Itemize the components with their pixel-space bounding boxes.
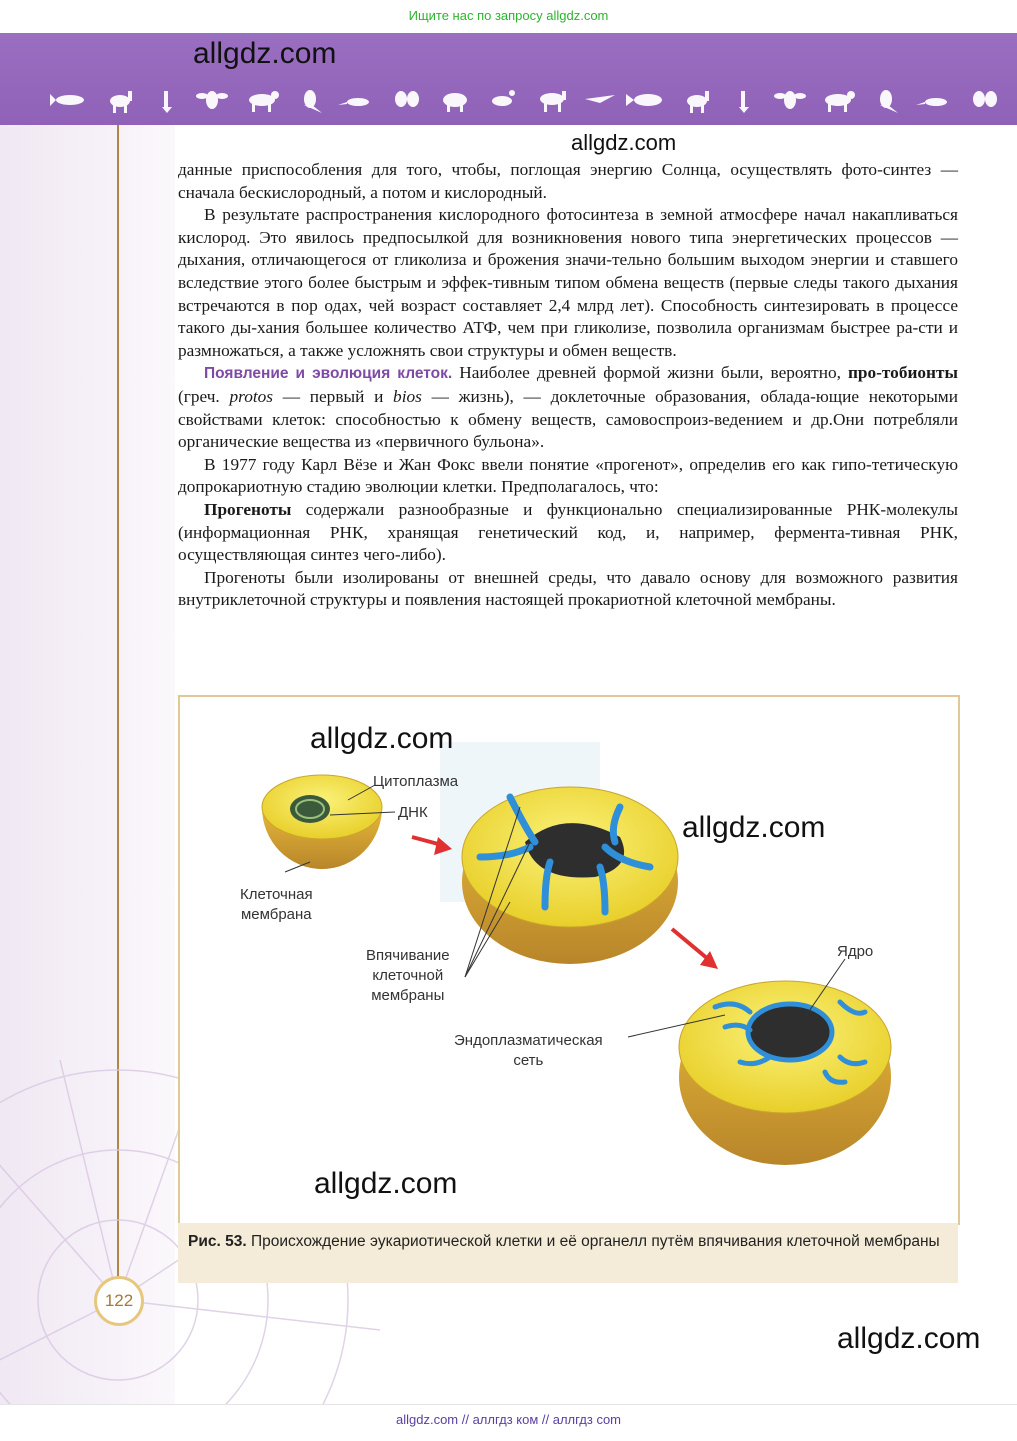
label-endoplasmic-reticulum: Эндоплазматическая сеть (454, 1032, 603, 1069)
label-cytoplasm: Цитоплазма (373, 773, 459, 790)
footer-links[interactable]: allgdz.com // аллгдз ком // аллгдз com (395, 1412, 622, 1427)
kangaroo-icon (880, 90, 898, 113)
watermark: allgdz.com (571, 130, 677, 155)
term: про-тобионты (847, 363, 958, 383)
section-heading: Появление и эволюция клеток. (204, 365, 453, 383)
paragraph: Прогеноты были изолированы от внешней среды, что давало основу для возможного развития внутриклеточной структуры и появления настоящей прокариотной клеточной мембраны. (178, 567, 958, 610)
watermark: allgdz.com (837, 1322, 981, 1355)
watermark: allgdz.com (310, 722, 454, 755)
mammal-icon (249, 91, 279, 112)
dinosaur-icon (110, 91, 132, 113)
label-invagination: Впячивание клеточной мембраны (366, 947, 450, 1004)
paragraph: Прогеноты содержали разнообразные и функционально специализированные РНК-молекулы (информационная РНК, хранящая генетический код, и, например, фермента-тивная РНК, осуществляющая синтез чего-либо). (178, 499, 958, 565)
whale-icon (626, 94, 662, 106)
lizard-icon (916, 98, 947, 106)
body-text (178, 159, 958, 612)
bird-icon (162, 91, 172, 113)
dna-icon (290, 795, 330, 823)
watermark: allgdz.com (314, 1167, 458, 1200)
fish-icon (50, 94, 84, 106)
paragraph: В результате распространения кислородного фотосинтеза в земной атмосфере начал накапливаться кислород. Это явилось предпосылкой для возникновения нового типа энергетических процессов — дыхания, отличающегося от гликолиза и брожения значи-тельно большим выходом энергии и ставшего вследствие этого более быстрым и эффек-тивным типом обмена веществ (первые следы такого дыхания встречаются в пор одах, чей возраст составляет 2,4 млрд лет). Способность синтезировать в процессе такого ды-хания большее количество АТФ, чем при гликолизе, позволила организмам быстрее ра-сти и размножаться, а также усложнять свои структуры и обмен веществ. (178, 205, 958, 360)
boar-icon (443, 93, 467, 112)
header-banner (0, 33, 1017, 125)
top-search-banner[interactable]: Ищите нас по запросу allgdz.com (408, 8, 609, 23)
bird-icon (739, 91, 749, 113)
lizard-icon (338, 98, 369, 106)
banner-brand: allgdz.com (193, 37, 337, 70)
paragraph: Появление и эволюция клеток. Наиболее древней формой жизни были, вероятно, про-тобионты (греч. protos — первый и bios — жизнь), — доклеточные образования, облада-ющие некоторыми свойствами клеток: способностью к обмену веществ, самовоспроиз-ведением и др.Они потребляли органические вещества из «первичного бульона». (178, 363, 958, 452)
paragraph: данные приспособления для того, чтобы, поглощая энергию Солнца, осуществлять фото-синтез — сначала бескислородный, а потом и кислородный. (178, 160, 958, 202)
kangaroo-icon (304, 90, 322, 113)
watermark: allgdz.com (682, 811, 826, 844)
label-dna: ДНК (398, 804, 428, 821)
dinosaur-icon (687, 91, 709, 113)
butterfly-icon (395, 91, 419, 107)
insect-icon (774, 91, 806, 109)
insect-icon (196, 91, 228, 109)
label-nucleus: Ядро (837, 943, 874, 960)
page-number: 122 (94, 1276, 144, 1326)
figure-53 (178, 695, 960, 1225)
eukaryote-cell (628, 959, 891, 1165)
paragraph: В 1977 году Карл Вёзе и Жан Фокс ввели понятие «прогенот», определив его как гипо-тетическую допрокариотную стадию эволюции клетки. Предполагалось, что: (178, 454, 958, 497)
horse-icon (540, 91, 566, 112)
label-cell-membrane: Клеточная мембрана (240, 886, 313, 923)
arrow-2 (672, 929, 718, 969)
mammal-icon (825, 91, 855, 112)
scorpion-icon (492, 90, 515, 106)
figure-caption: Рис. 53. Происхождение эукариотической клетки и её органелл путём впячивания клеточной мембраны (178, 1223, 958, 1283)
invaginating-cell (462, 787, 678, 977)
term: Прогеноты (204, 499, 292, 519)
animal-silhouettes-strip (0, 85, 1017, 115)
butterfly-icon (973, 91, 997, 107)
pterosaur-icon (585, 95, 615, 103)
